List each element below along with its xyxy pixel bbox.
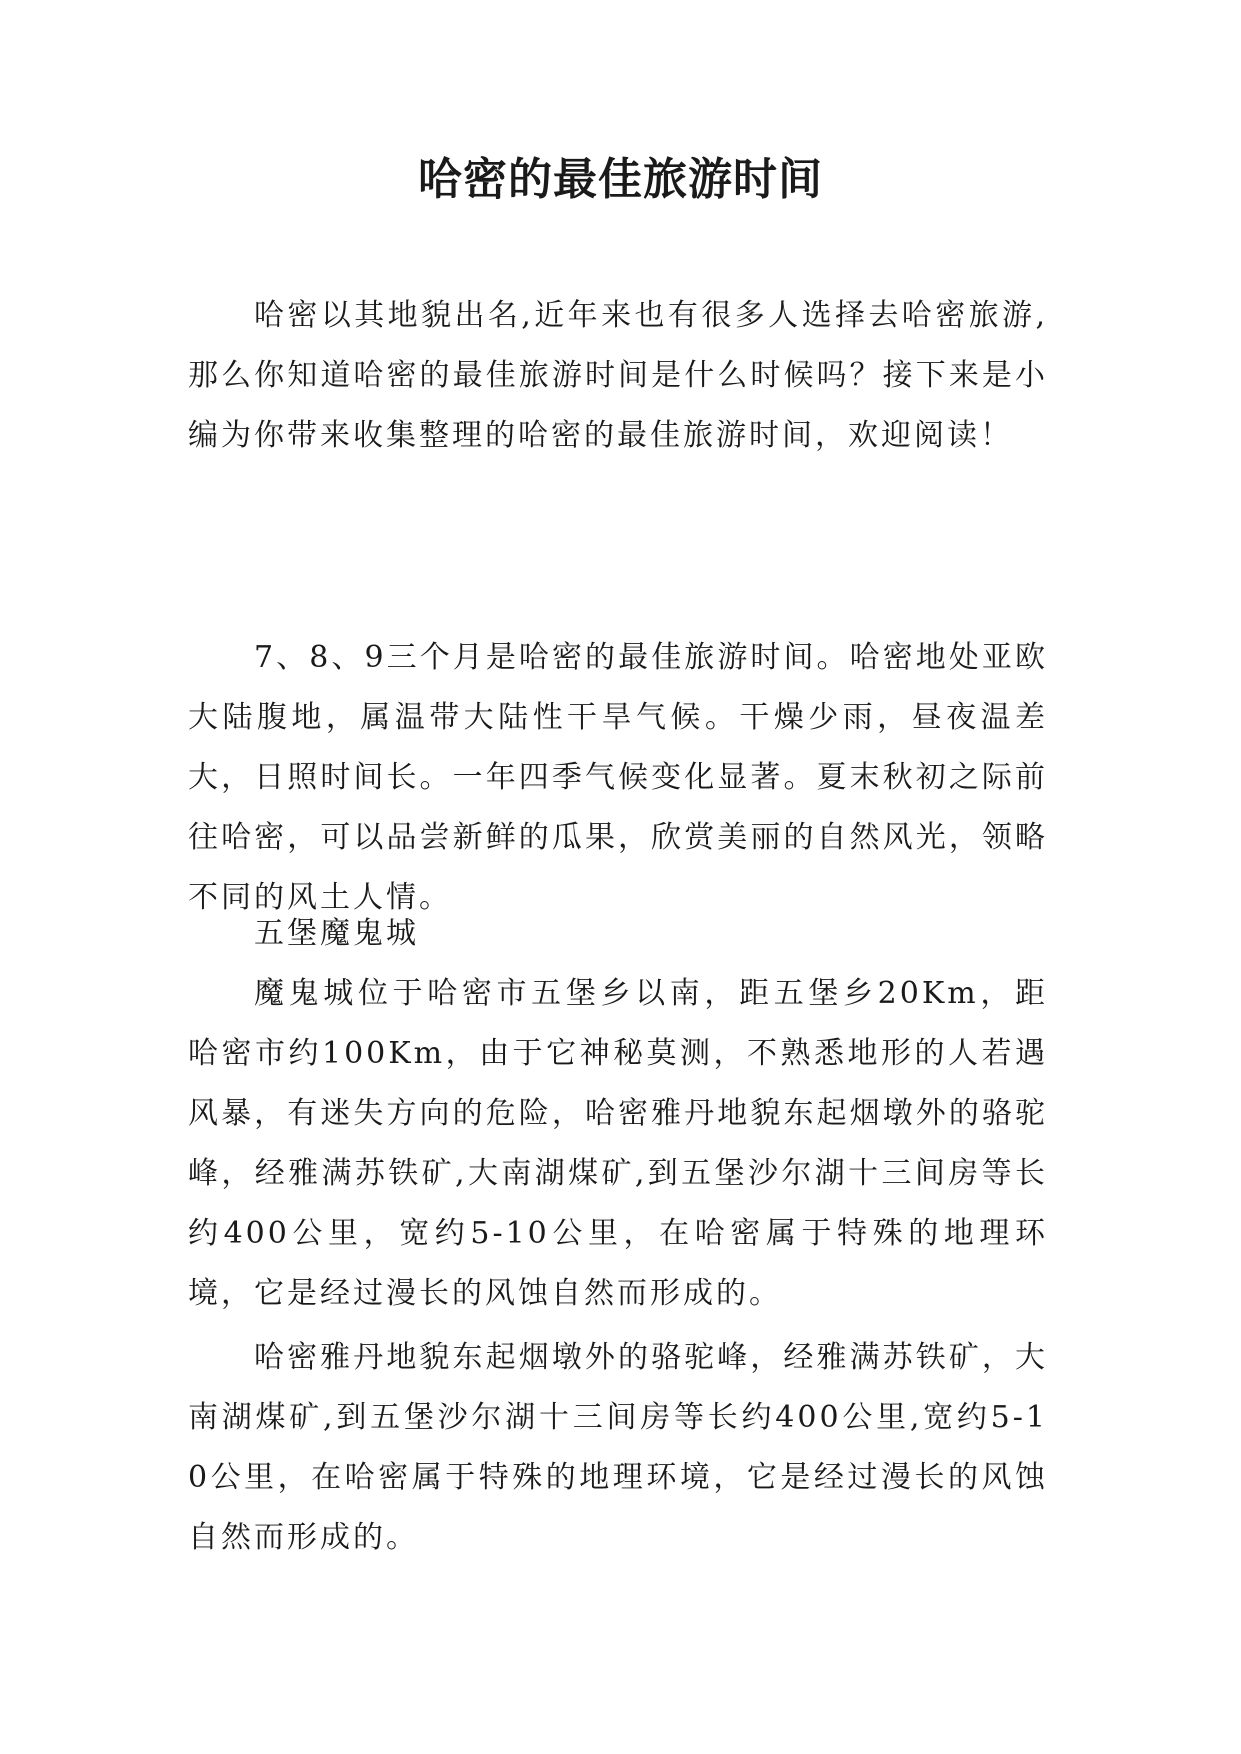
best-time-paragraph: 7、8、9三个月是哈密的最佳旅游时间。哈密地处亚欧大陆腹地，属温带大陆性干旱气候。干燥少雨，昼夜温差大，日照时间长。一年四季气候变化显著。夏末秋初之际前往哈密，可以品尝新鲜的瓜果，欣赏美丽的自然风光，领略不同的风土人情。 bbox=[188, 640, 1048, 915]
intro-paragraph: 哈密以其地貌出名,近年来也有很多人选择去哈密旅游,那么你知道哈密的最佳旅游时间是什么时候吗？接下来是小编为你带来收集整理的哈密的最佳旅游时间，欢迎阅读！ bbox=[188, 298, 1048, 453]
section-heading: 五堡魔鬼城 bbox=[254, 916, 419, 951]
yardang-paragraph: 哈密雅丹地貌东起烟墩外的骆驼峰，经雅满苏铁矿，大南湖煤矿,到五堡沙尔湖十三间房等长约400公里,宽约5-10公里，在哈密属于特殊的地理环境，它是经过漫长的风蚀自然而形成的。 bbox=[188, 1340, 1048, 1555]
devil-city-paragraph: 魔鬼城位于哈密市五堡乡以南，距五堡乡20Km，距哈密市约100Km，由于它神秘莫测，不熟悉地形的人若遇风暴，有迷失方向的危险，哈密雅丹地貌东起烟墩外的骆驼峰，经雅满苏铁矿,大南湖煤矿,到五堡沙尔湖十三间房等长约400公里，宽约5-10公里，在哈密属于特殊的地理环境，它是经过漫长的风蚀自然而形成的。 bbox=[188, 976, 1048, 1311]
document-title: 哈密的最佳旅游时间 bbox=[418, 154, 823, 205]
